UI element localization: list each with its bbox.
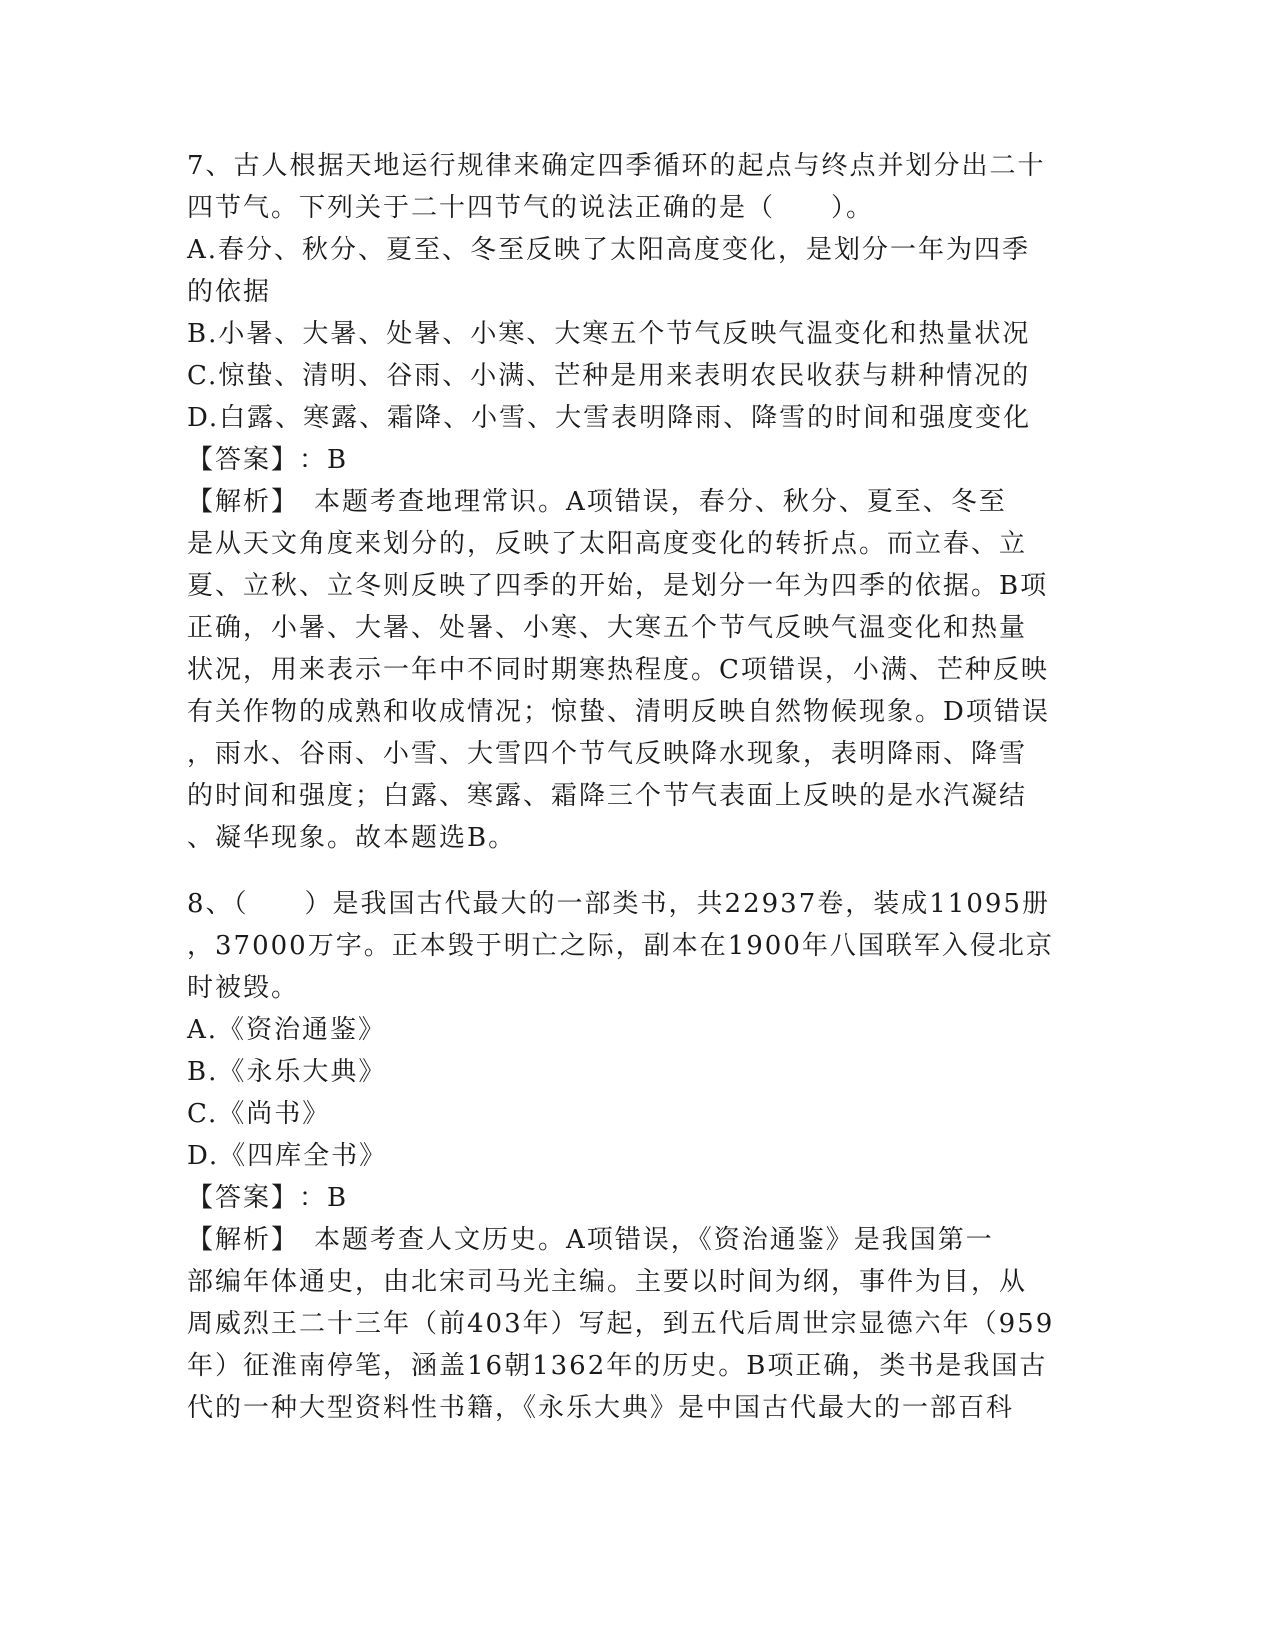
option-line: A.《资治通鉴》 [187,1015,387,1045]
analysis-line: 、凝华现象。故本题选B。 [187,823,517,853]
question-7 [187,145,1067,859]
document-page [187,145,1067,1429]
analysis-line: 正确，小暑、大暑、处暑、小寒、大寒五个节气反映气温变化和热量 [187,613,1028,643]
question-spacer [187,859,1067,883]
answer-line [187,1177,1067,1219]
analysis-line: 是从天文角度来划分的，反映了太阳高度变化的转折点。而立春、立 [187,529,1028,559]
answer-value: ：B [299,1183,349,1213]
answer-label: 【答案】 [187,1183,300,1213]
analysis-line: 的时间和强度；白露、寒露、霜降三个节气表面上反映的是水汽凝结 [187,781,1028,811]
analysis-line: 夏、立秋、立冬则反映了四季的开始，是划分一年为四季的依据。B项 [187,571,1049,601]
option-line: D.白露、寒露、霜降、小雪、大雪表明降雨、降雪的时间和强度变化 [187,403,1032,433]
analysis-line: 年）征淮南停笔，涵盖16朝1362年的历史。B项正确，类书是我国古 [187,1351,1048,1381]
question-stem-line: 7、古人根据天地运行规律来确定四季循环的起点与终点并划分出二十 [187,151,1046,181]
question-8 [187,883,1067,1429]
question-stem-line: 四节气。下列关于二十四节气的说法正确的是（ ）。 [187,193,875,223]
question-stem-line: 8、（ ）是我国古代最大的一部类书，共22937卷，装成11095册 [187,889,1050,919]
analysis-line: 【解析】 本题考查人文历史。A项错误，《资治通鉴》是我国第一 [187,1225,994,1255]
option-line: B.小暑、大暑、处暑、小寒、大寒五个节气反映气温变化和热量状况 [187,319,1031,349]
analysis-line: 【解析】 本题考查地理常识。A项错误，春分、秋分、夏至、冬至 [187,487,1007,517]
option-line: B.《永乐大典》 [187,1057,387,1087]
analysis-line: ，雨水、谷雨、小雪、大雪四个节气反映降水现象，表明降雨、降雪 [187,739,1028,769]
analysis-line: 周威烈王二十三年（前403年）写起，到五代后周世宗显德六年（959 [187,1309,1055,1339]
option-line: C.惊蛰、清明、谷雨、小满、芒种是用来表明农民收获与耕种情况的 [187,361,1031,391]
question-stem-line: 时被毁。 [187,973,300,1003]
analysis-line: 状况，用来表示一年中不同时期寒热程度。C项错误，小满、芒种反映 [187,655,1049,685]
analysis-line: 部编年体通史，由北宋司马光主编。主要以时间为纲，事件为目，从 [187,1267,1028,1297]
option-line: D.《四库全书》 [187,1141,388,1171]
analysis-line: 有关作物的成熟和收成情况；惊蛰、清明反映自然物候现象。D项错误 [187,697,1050,727]
option-line: 的依据 [187,277,272,307]
option-line: C.《尚书》 [187,1099,331,1129]
analysis-line: 代的一种大型资料性书籍，《永乐大典》是中国古代最大的一部百科 [187,1393,1015,1423]
answer-value: ：B [299,445,349,475]
answer-label: 【答案】 [187,445,300,475]
question-stem-line: ，37000万字。正本毁于明亡之际，副本在1900年八国联军入侵北京 [187,931,1054,961]
answer-line [187,439,1067,481]
option-line: A.春分、秋分、夏至、冬至反映了太阳高度变化，是划分一年为四季 [187,235,1031,265]
